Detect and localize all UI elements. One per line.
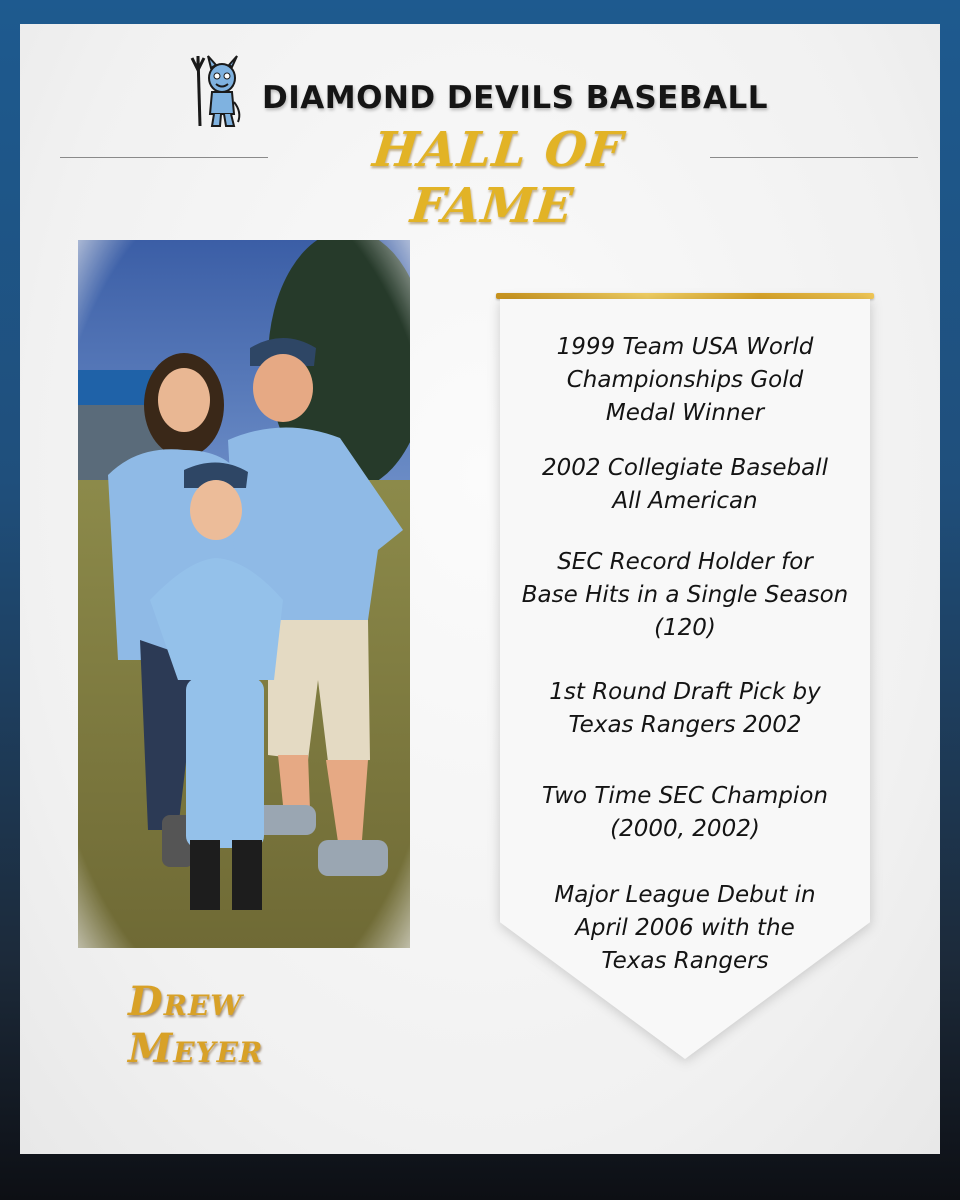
org-title: DIAMOND DEVILS BASEBALL <box>262 80 768 116</box>
achievement-item: Two Time SEC Champion (2000, 2002) <box>542 783 828 842</box>
achievement-item: 2002 Collegiate Baseball All American <box>542 455 828 514</box>
family-photo <box>78 240 410 948</box>
divider-left <box>60 157 268 158</box>
inductee-name: Drew Meyer <box>128 978 264 1072</box>
achievement-item: SEC Record Holder for Base Hits in a Single Season (120) <box>521 549 849 641</box>
achievement-item: 1999 Team USA World Championships Gold Medal Winner <box>556 334 814 426</box>
devil-mascot-icon <box>188 52 244 128</box>
achievement-item: 1st Round Draft Pick by Texas Rangers 2002 <box>549 679 821 738</box>
hall-of-fame-title: HALL OF FAME <box>370 122 626 234</box>
divider-right <box>710 157 918 158</box>
achievement-item: Major League Debut in April 2006 with the Texas Rangers <box>554 882 816 974</box>
